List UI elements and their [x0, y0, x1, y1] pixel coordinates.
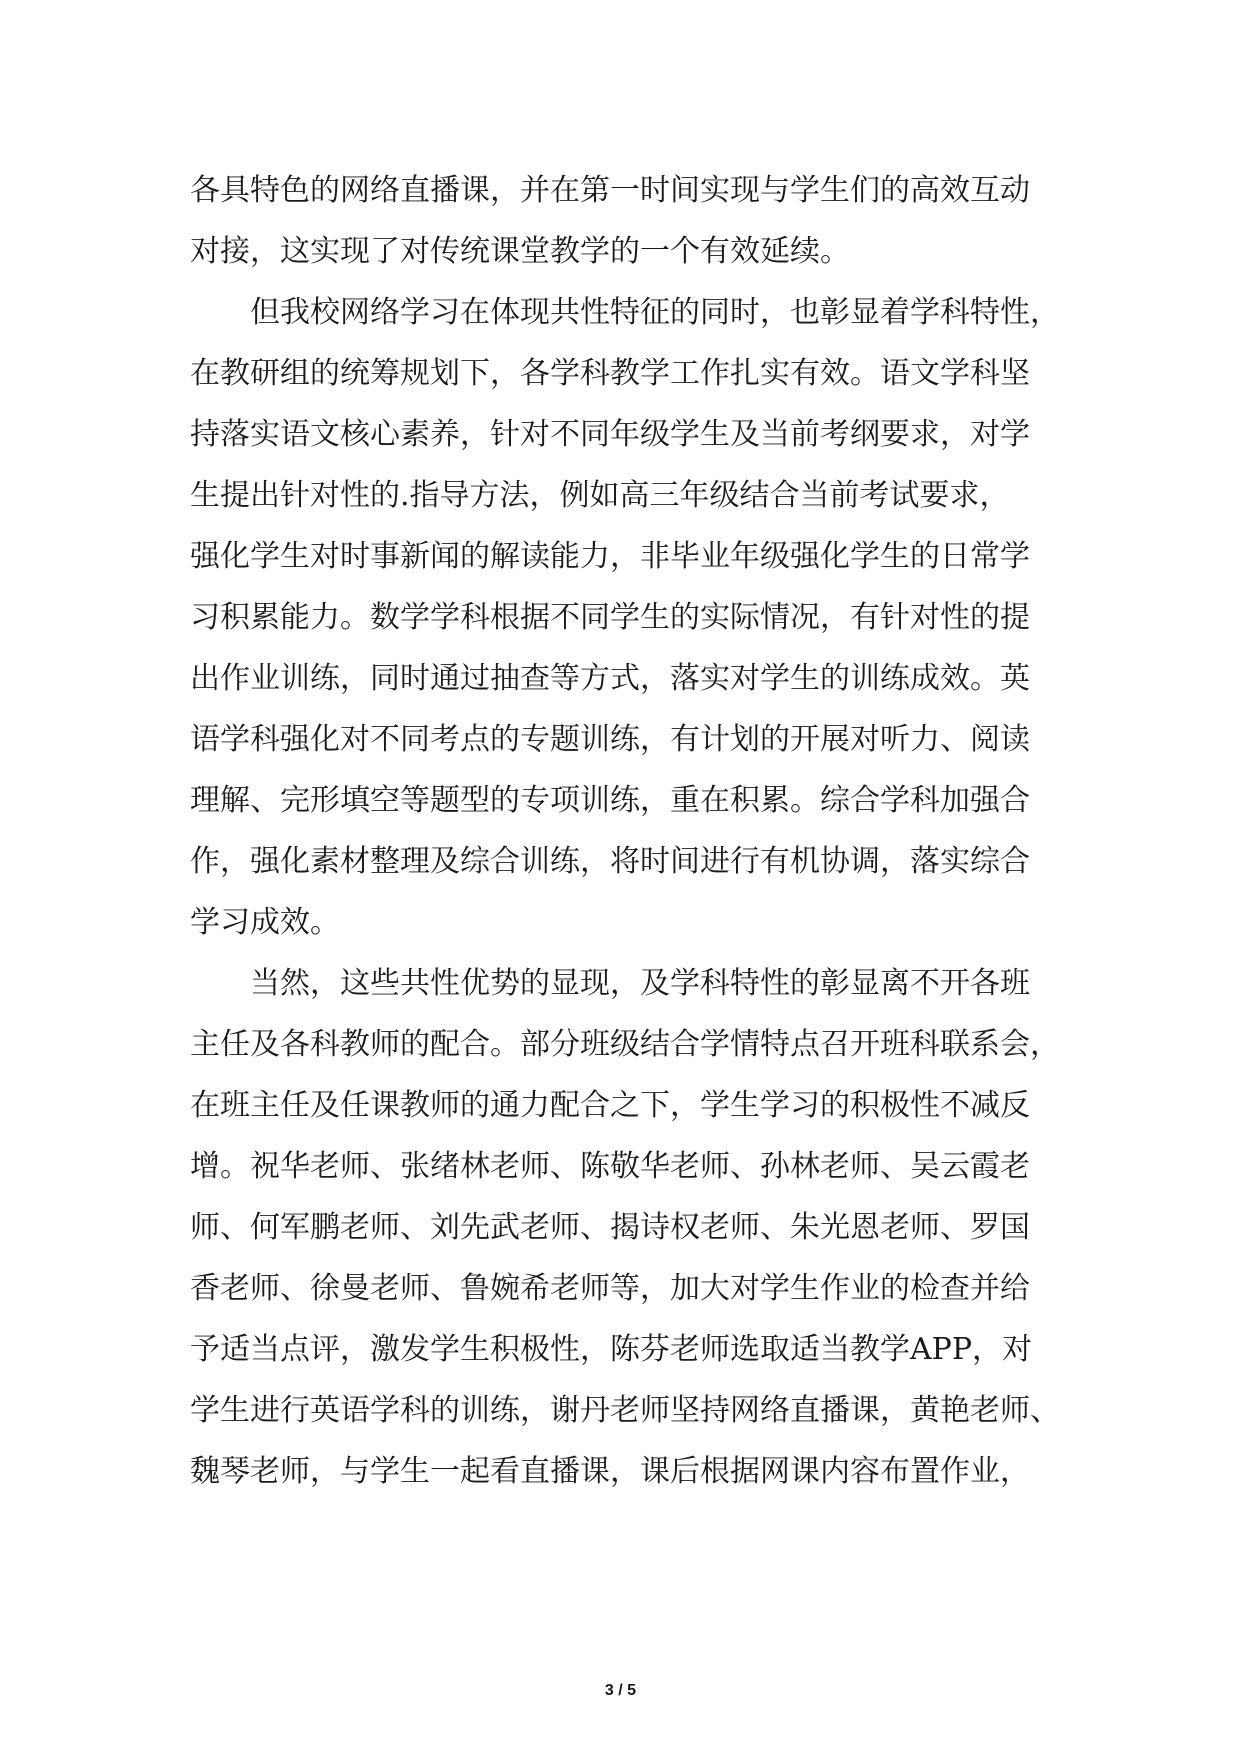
text-line: 学生进行英语学科的训练，谢丹老师坚持网络直播课，黄艳老师、: [190, 1393, 1060, 1428]
text-line: 增。祝华老师、张绪林老师、陈敬华老师、孙林老师、吴云霞老: [190, 1149, 1030, 1184]
text-line: 习积累能力。数学学科根据不同学生的实际情况，有针对性的提: [190, 600, 1030, 635]
text-line: 出作业训练，同时通过抽查等方式，落实对学生的训练成效。英: [190, 661, 1030, 696]
text-line: 语学科强化对不同考点的专题训练，有计划的开展对听力、阅读: [190, 722, 1030, 757]
text-line: 持落实语文核心素养，针对不同年级学生及当前考纲要求，对学: [190, 417, 1030, 452]
text-line: 作，强化素材整理及综合训练，将时间进行有机协调，落实综合: [190, 844, 1030, 879]
text-line: 予适当点评，激发学生积极性，陈芬老师选取适当教学APP，对: [190, 1332, 1033, 1367]
page-number: 3 / 5: [604, 1682, 637, 1699]
body-text: [190, 160, 1090, 1502]
text-line: 在教研组的统筹规划下，各学科教学工作扎实有效。语文学科坚: [190, 356, 1030, 391]
text-line: 主任及各科教师的配合。部分班级结合学情特点召开班科联系会，: [190, 1027, 1060, 1062]
text-line: 但我校网络学习在体现共性特征的同时，也彰显着学科特性，: [250, 295, 1060, 330]
text-line: 强化学生对时事新闻的解读能力，非毕业年级强化学生的日常学: [190, 539, 1030, 574]
text-line: 魏琴老师，与学生一起看直播课，课后根据网课内容布置作业，: [190, 1454, 1030, 1489]
text-line: 当然，这些共性优势的显现，及学科特性的彰显离不开各班: [250, 966, 1030, 1001]
text-line: 生提出针对性的.指导方法，例如高三年级结合当前考试要求，: [190, 478, 1010, 513]
text-line: 理解、完形填空等题型的专项训练，重在积累。综合学科加强合: [190, 783, 1030, 818]
text-line: 香老师、徐曼老师、鲁婉希老师等，加大对学生作业的检查并给: [190, 1271, 1030, 1306]
text-line: 学习成效。: [190, 905, 340, 940]
text-line: 师、何军鹏老师、刘先武老师、揭诗权老师、朱光恩老师、罗国: [190, 1210, 1030, 1245]
text-line: 对接，这实现了对传统课堂教学的一个有效延续。: [190, 234, 850, 269]
text-line: 各具特色的网络直播课，并在第一时间实现与学生们的高效互动: [190, 173, 1030, 208]
text-line: 在班主任及任课教师的通力配合之下，学生学习的积极性不减反: [190, 1088, 1030, 1123]
